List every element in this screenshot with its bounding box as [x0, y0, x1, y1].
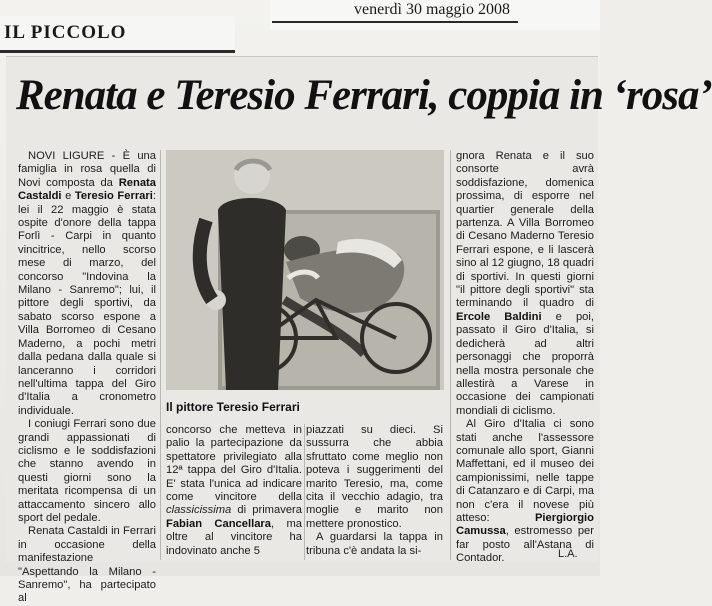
- text-run: piazzati su dieci. Si sussurra che abbia sfruttato come meglio non poteva i suggerimenti del marito Teresio, ma, come cita il vecchio adagio, tra moglie e marito non mettere pronostico.: [306, 424, 443, 530]
- bold-name: Renata Castaldi: [18, 176, 156, 203]
- text-run: Renata Castaldi in Ferrari in occasione della manifestazione "Aspettando la Milano - Sanremo", ha partecipato al: [18, 525, 156, 605]
- bold-name: Piergiorgio Camussa: [456, 511, 594, 538]
- article-column-1: [18, 150, 156, 605]
- text-run: I coniugi Ferrari sono due grandi appassionati di ciclismo e le soddisfazioni che stanno avendo in questi giorni sono la meritata ricompensa di un attaccamento sincero allo sport del pedale.: [18, 418, 156, 524]
- text-run: e poi, passato il Giro d'Italia, si dedicherà ad altri personaggi che proporrà nella mostra personale che allestirà a Varese in occasione dei campionati mondiali di ciclismo.: [456, 310, 594, 417]
- text-run: gnora Renata e il suo consorte avrà soddisfazione, domenica prossima, di esporre nel quartier generale della partenza. A Villa Borromeo di Cesano Maderno Teresio Ferrari espone, e li lascerà sino al 12 giugno, 18 quadri di sportivi. In questi giorni "il pittore degli sportivi" sta terminando il quadro di: [456, 150, 594, 310]
- article-paragraph: [456, 418, 594, 565]
- photo-caption: Il pittore Teresio Ferrari: [166, 400, 300, 414]
- newspaper-name: IL PICCOLO: [4, 22, 127, 43]
- text-run: NOVI LIGURE - È una famiglia in rosa quella di Novi composta da: [18, 150, 156, 189]
- bold-name: Fabian Cancellara: [166, 517, 271, 530]
- text-run: concorso che metteva in palio la partecipazione da spettatore privilegiato alla 12ª tappa del Giro d'Italia. E' stata l'unica ad indicare come vincitore della: [166, 424, 302, 504]
- italic-term: classicissima: [166, 504, 232, 517]
- article-paragraph: [18, 525, 156, 605]
- text-run: di primavera: [231, 504, 302, 517]
- text-run: A guardarsi la tappa in tribuna c'è andata la si-: [306, 531, 443, 557]
- article-photo: [166, 150, 444, 390]
- text-run: : lei il 22 maggio è stata ospite d'onore della tappa Forlì - Carpi in quanto vincitrice, nello scorso mese di marzo, del concorso "Indovina la Milano - Sanremo"; lui, il pittore degli sportivi, da sabato scorso espone a Villa Borromeo di Cesano Maderno, a pochi metri dalla pedana dalla quale si lanceranno i corridori nell'ultima tappa del Giro d'Italia a cronometro individuale.: [18, 190, 156, 417]
- author-signature: L.A.: [558, 548, 578, 560]
- bold-name: Ercole Baldini: [456, 310, 542, 323]
- column-divider: [304, 424, 305, 560]
- text-run: , ma oltre al vincitore ha indovinato anche 5: [166, 517, 302, 557]
- text-run: Al Giro d'Italia ci sono stati anche l'assessore comunale allo sport, Gianni Maffettani, ed il museo dei campionissimi, nelle tappe di Catanzaro e di Carpi, ma non c'era il novese più atteso:: [456, 418, 594, 524]
- article-column-2: [166, 424, 302, 564]
- article-paragraph: [166, 424, 302, 558]
- article-column-3: [306, 424, 443, 564]
- article-column-4: [456, 150, 594, 565]
- publication-date: venerdì 30 maggio 2008: [354, 1, 510, 18]
- article-paragraph: [18, 150, 156, 418]
- article-paragraph: [18, 418, 156, 525]
- article-paragraph: [306, 424, 443, 531]
- bold-name: Teresio Ferrari: [74, 190, 153, 203]
- column-divider: [450, 150, 451, 560]
- article-headline: Renata e Teresio Ferrari, coppia in ‘rosa’: [16, 72, 712, 119]
- painter-with-painting-illustration: [166, 150, 444, 390]
- column-divider: [160, 150, 161, 560]
- article-paragraph: [456, 150, 594, 418]
- date-rule: [272, 21, 518, 23]
- article-paragraph: [306, 531, 443, 558]
- text-run: , estromesso per far posto all'Astana di Contador.: [456, 525, 594, 565]
- text-run: e: [61, 190, 75, 203]
